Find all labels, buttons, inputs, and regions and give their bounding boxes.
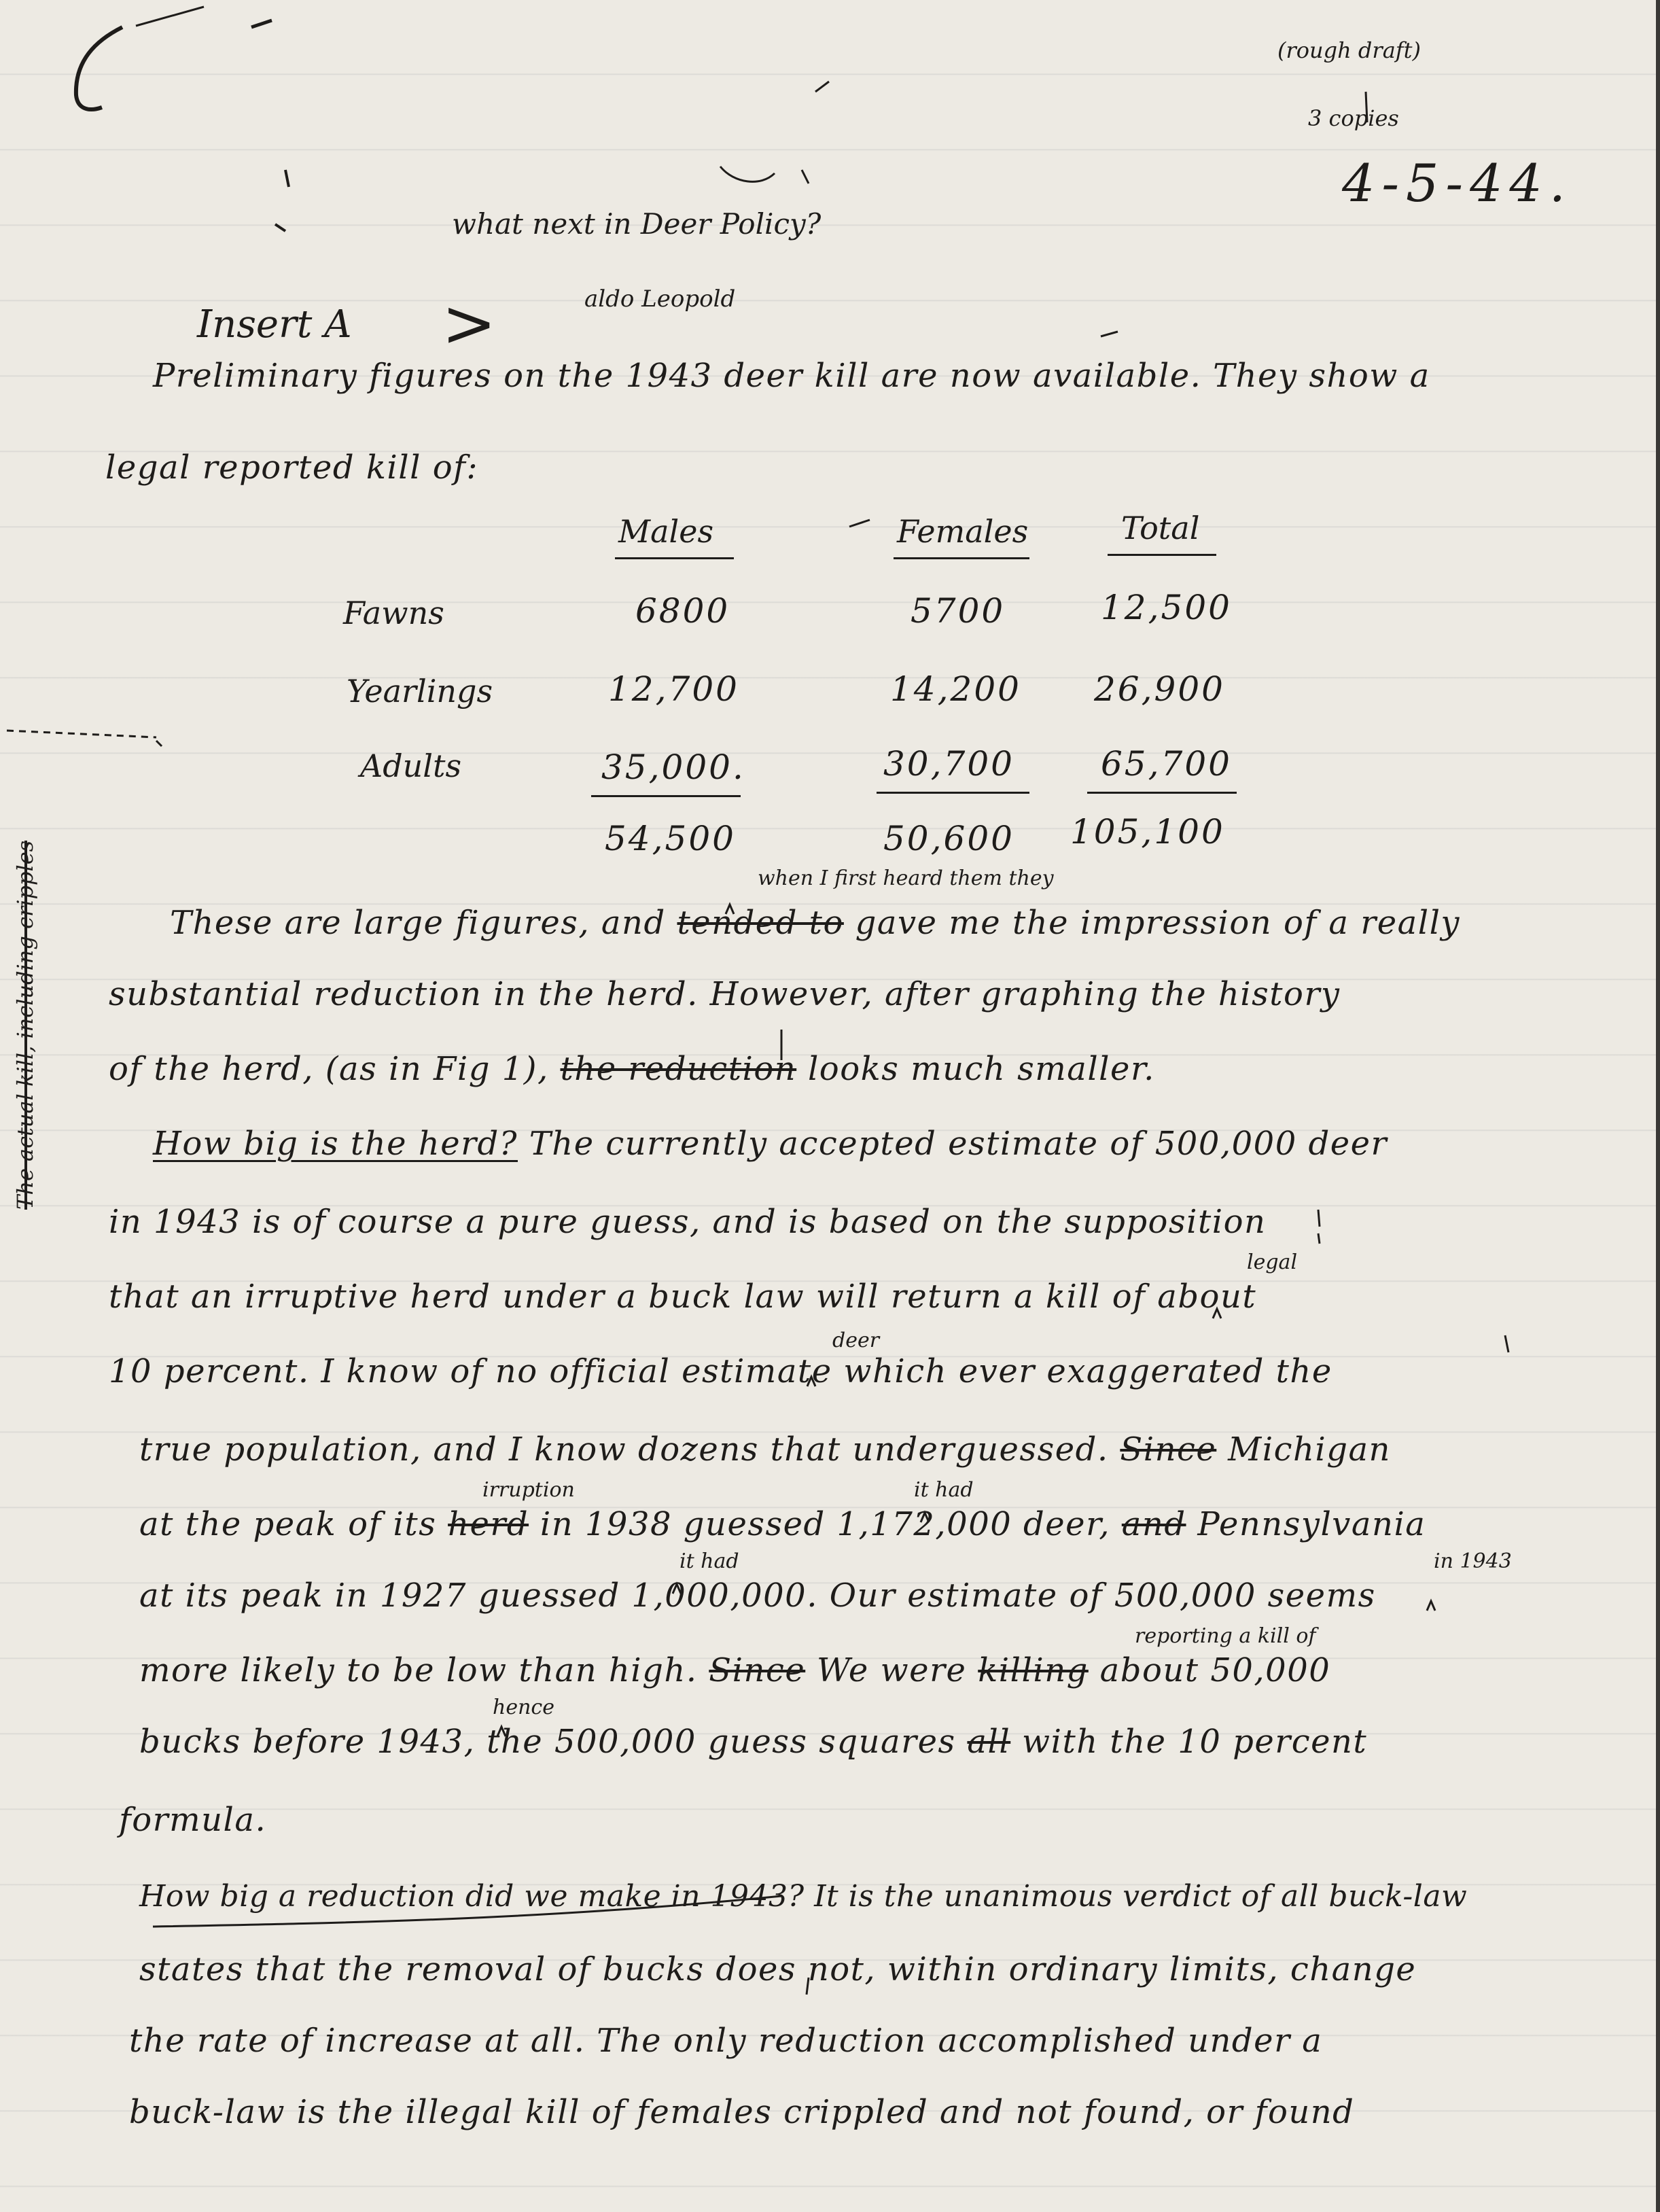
total-females: 50,600 (883, 819, 1014, 858)
struck-text: herd (448, 1505, 529, 1543)
body-line: in 1943 is of course a pure guess, and is based on the supposition (109, 1203, 1267, 1241)
struck-text: Since (1120, 1430, 1217, 1469)
cell-adults-males: 35,000. (601, 748, 745, 787)
row-label-adults: Adults (360, 748, 462, 784)
margin-note (12, 841, 38, 1210)
total-total: 105,100 (1070, 812, 1225, 852)
body-line: substantial reduction in the herd. However, after graphing the history (109, 975, 1341, 1013)
text-segment: gave me the impression of a really (855, 904, 1461, 942)
text-segment: the 500,000 guess squares (487, 1723, 956, 1761)
text-segment: at the peak of its (139, 1505, 437, 1543)
text-segment: Michigan (1228, 1430, 1391, 1469)
text-segment: in 1938 guessed 1,172,000 deer, (540, 1505, 1111, 1543)
body-line: buck-law is the illegal kill of females crippled and not found, or found (129, 2093, 1355, 2131)
sum-underline (877, 792, 1029, 794)
page-edge (1656, 0, 1660, 2212)
struck-text: and (1121, 1505, 1186, 1543)
cell-yearlings-males: 12,700 (608, 669, 739, 709)
text-segment: of the herd, (as in Fig 1), (109, 1050, 549, 1088)
body-line: at its peak in 1927 guessed 1,000,000. Our estimate of 500,000 seems (139, 1577, 1376, 1615)
body-line (139, 1879, 1467, 1914)
author-name: aldo Leopold (584, 285, 736, 313)
struck-text: The actual kill, including cripples (12, 840, 38, 1210)
cell-adults-total: 65,700 (1101, 744, 1232, 784)
column-header-total: Total (1121, 510, 1200, 546)
intro-line-2: legal reported kill of: (105, 449, 479, 487)
insertion-note: legal (1247, 1250, 1298, 1274)
body-line: the rate of increase at all. The only reduction accomplished under a (129, 2022, 1323, 2060)
copies-note: 3 copies (1308, 105, 1399, 131)
column-header-females: Females (897, 513, 1029, 550)
body-line (109, 1050, 1155, 1088)
text-segment: with the 10 percent (1022, 1723, 1368, 1761)
draft-note: (rough draft) (1277, 37, 1421, 63)
insertion-note: deer (832, 1329, 880, 1352)
struck-text: killing (978, 1651, 1089, 1689)
text-segment: We were (817, 1651, 967, 1689)
text-segment: The currently accepted estimate of 500,000 deer (529, 1125, 1388, 1163)
row-label-yearlings: Yearlings (347, 673, 493, 709)
text-segment: These are large figures, and (170, 904, 666, 942)
text-segment: Pennsylvania (1197, 1505, 1426, 1543)
insertion-note: reporting a kill of (1135, 1624, 1316, 1648)
section-heading: How big is the herd? (153, 1125, 518, 1163)
header-underline (615, 557, 734, 559)
body-line: 10 percent. I know of no official estimate which ever exaggerated the (109, 1352, 1332, 1390)
struck-text: Since (709, 1651, 806, 1689)
page-title: what next in Deer Policy? (452, 207, 822, 241)
text-segment: more likely to be low than high. (139, 1651, 698, 1689)
cell-yearlings-females: 14,200 (890, 669, 1021, 709)
cell-adults-females: 30,700 (883, 744, 1014, 784)
insertion-note: irruption (482, 1478, 575, 1502)
insertion-note: in 1943 (1434, 1549, 1512, 1573)
struck-text: tended to (677, 904, 844, 942)
struck-text: all (967, 1723, 1011, 1761)
sum-underline (591, 795, 741, 797)
body-line (139, 1723, 1367, 1761)
date: 4-5-44. (1342, 153, 1572, 213)
body-line (139, 1505, 1426, 1543)
text-segment: bucks before 1943, (139, 1723, 476, 1761)
insert-label: Insert A (197, 302, 352, 347)
total-males: 54,500 (605, 819, 736, 858)
header-underline (1108, 554, 1216, 556)
cell-fawns-total: 12,500 (1101, 588, 1232, 627)
body-line (170, 904, 1460, 942)
cell-fawns-males: 6800 (635, 591, 730, 631)
insertion-note: hence (493, 1696, 554, 1719)
row-label-fawns: Fawns (343, 595, 444, 631)
body-line: states that the removal of bucks does not, within ordinary limits, change (139, 1950, 1417, 1988)
text-segment: true population, and I know dozens that underguessed. (139, 1430, 1109, 1469)
header-underline (894, 557, 1029, 559)
text-segment: about 50,000 (1099, 1651, 1331, 1689)
body-line: formula. (119, 1801, 267, 1839)
insertion-note: it had (679, 1549, 739, 1573)
section-heading: How big a reduction did we make in 1943? (139, 1879, 805, 1914)
cell-yearlings-total: 26,900 (1094, 669, 1225, 709)
intro-line-1: Preliminary figures on the 1943 deer kill are now available. They show a (153, 357, 1430, 395)
body-line: that an irruptive herd under a buck law will return a kill of about (109, 1278, 1257, 1316)
text-segment: It is the unanimous verdict of all buck-law (814, 1879, 1468, 1914)
text-segment: looks much smaller. (807, 1050, 1155, 1088)
insertion-note: it had (914, 1478, 974, 1502)
body-line (139, 1651, 1330, 1689)
insert-arrow: > (442, 285, 497, 362)
body-line (153, 1125, 1388, 1163)
body-line (139, 1430, 1391, 1469)
cell-fawns-females: 5700 (911, 591, 1006, 631)
sum-underline (1087, 792, 1237, 794)
insertion-note: when I first heard them they (758, 866, 1054, 890)
column-header-males: Males (618, 513, 714, 550)
struck-text: the reduction (560, 1050, 797, 1088)
